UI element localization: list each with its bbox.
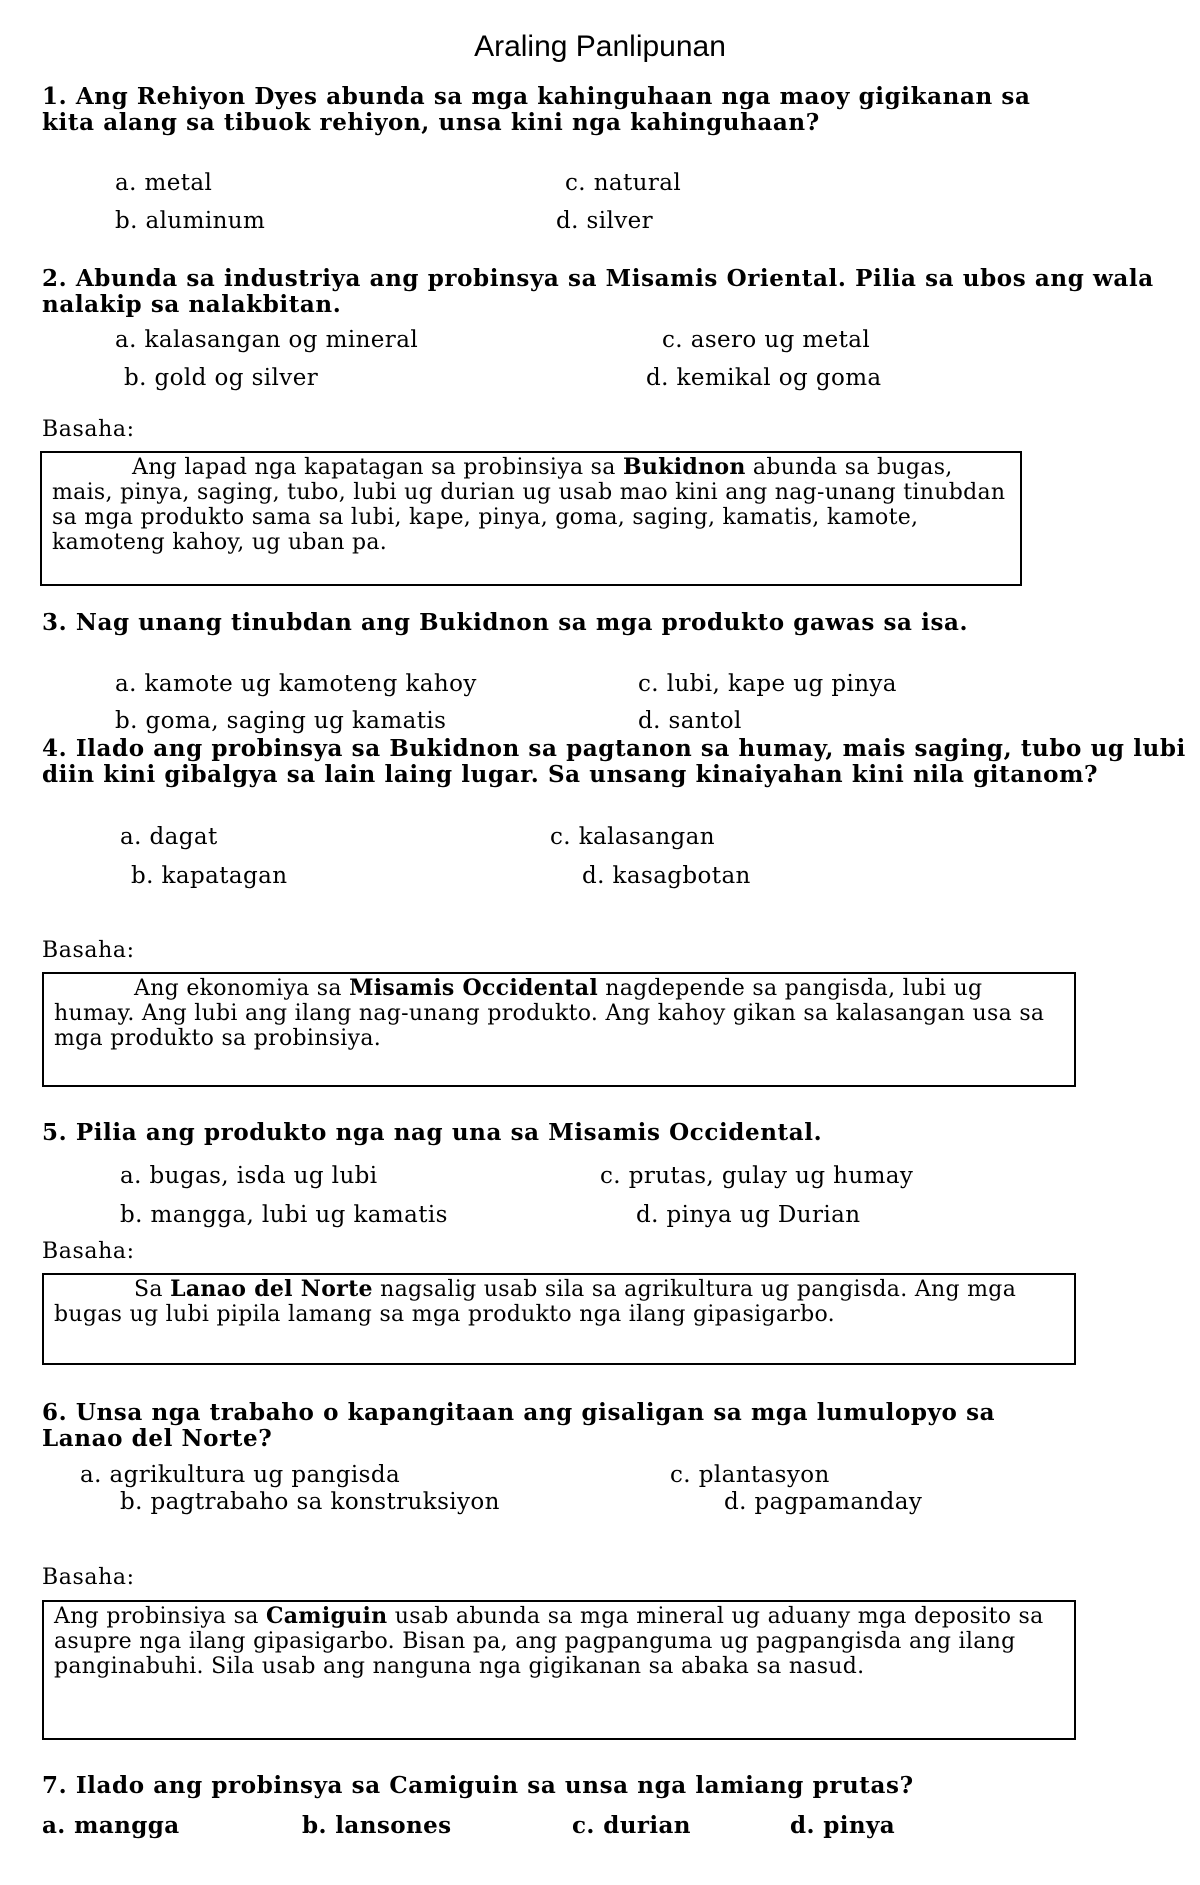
question-4: 4. Ilado ang probinsya sa Bukidnon sa pagtanon sa humay, mais saging, tubo ug lubi diin kini gibalgya sa lain laing lugar. Sa unsang kinaiyahan kini nila gitanom? (42, 736, 1186, 788)
basaha-label-2: Basaha: (42, 938, 135, 963)
basaha-label-1: Basaha: (42, 417, 135, 442)
question-1: 1. Ang Rehiyon Dyes abunda sa mga kahinguhaan nga maoy gigikanan sa kita alang sa tibuok rehiyon, unsa kini nga kahinguhaan? (42, 83, 1031, 136)
q2-option-c: c. asero ug metal (662, 327, 871, 353)
q5-option-c: c. prutas, gulay ug humay (600, 1163, 914, 1189)
question-5: 5. Pilia ang produkto nga nag una sa Misamis Occidental. (42, 1119, 823, 1146)
q6-option-a: a. agrikultura ug pangisda (80, 1462, 401, 1488)
q6-option-c: c. plantasyon (670, 1462, 830, 1488)
q4-option-b: b. kapatagan (131, 863, 288, 889)
q4-option-c: c. kalasangan (550, 824, 715, 850)
page-title: Araling Panlipunan (474, 30, 726, 63)
q1-option-c: c. natural (565, 170, 682, 196)
q2-option-b: b. gold og silver (124, 365, 319, 391)
q5-option-a: a. bugas, isda ug lubi (120, 1163, 378, 1189)
q6-option-b: b. pagtrabaho sa konstruksiyon (120, 1489, 500, 1515)
q6-option-d: d. pagpamanday (724, 1489, 923, 1515)
q5-option-d: d. pinya ug Durian (636, 1202, 861, 1228)
q7-option-a: a. mangga (42, 1812, 180, 1839)
question-2: 2. Abunda sa industriya ang probinsya sa Misamis Oriental. Pilia sa ubos ang wala nalakip sa nalakbitan. (42, 265, 1154, 318)
reading-box-misamis-occidental: Ang ekonomiya sa Misamis Occidental nagdepende sa pangisda, lubi ug humay. Ang lubi ang ilang nag-unang produkto. Ang kahoy gikan sa kalasangan usa sa mga produkto sa probinsiya. (42, 972, 1076, 1087)
question-6: 6. Unsa nga trabaho o kapangitaan ang gisaligan sa mga lumulopyo sa Lanao del Norte? (42, 1399, 996, 1452)
question-3: 3. Nag unang tinubdan ang Bukidnon sa mga produkto gawas sa isa. (42, 609, 969, 636)
q3-option-a: a. kamote ug kamoteng kahoy (115, 671, 477, 697)
question-7: 7. Ilado ang probinsya sa Camiguin sa unsa nga lamiang prutas? (42, 1773, 914, 1799)
q2-option-d: d. kemikal og goma (646, 365, 882, 391)
q1-option-a: a. metal (115, 170, 213, 196)
reading-box-camiguin: Ang probinsiya sa Camiguin usab abunda sa mga mineral ug aduany mga deposito sa asupre nga ilang gipasigarbo. Bisan pa, ang pagpanguma ug pagpangisda ang ilang panginabuhi. Sila usab ang nanguna nga gigikanan sa abaka sa nasud. (42, 1600, 1076, 1740)
q1-option-b: b. aluminum (115, 208, 266, 234)
q1-option-d: d. silver (556, 208, 654, 234)
q3-option-d: d. santol (638, 708, 742, 734)
q7-option-c: c. durian (572, 1812, 691, 1839)
q3-option-c: c. lubi, kape ug pinya (638, 671, 897, 697)
q4-option-a: a. dagat (120, 824, 218, 850)
reading-box-lanao-del-norte: Sa Lanao del Norte nagsalig usab sila sa agrikultura ug pangisda. Ang mga bugas ug lubi pipila lamang sa mga produkto nga ilang gipasigarbo. (42, 1273, 1076, 1365)
reading-box-bukidnon: Ang lapad nga kapatagan sa probinsiya sa Bukidnon abunda sa bugas, mais, pinya, saging, tubo, lubi ug durian ug usab mao kini ang nag-unang tinubdan sa mga produkto sama sa lubi, kape, pinya, goma, saging, kamatis, kamote, kamoteng kahoy, ug uban pa. (40, 451, 1022, 586)
basaha-label-4: Basaha: (42, 1565, 135, 1590)
q5-option-b: b. mangga, lubi ug kamatis (120, 1202, 448, 1228)
q3-option-b: b. goma, saging ug kamatis (115, 708, 447, 734)
q4-option-d: d. kasagbotan (582, 863, 751, 889)
q7-option-b: b. lansones (302, 1812, 452, 1839)
q7-option-d: d. pinya (790, 1812, 896, 1839)
q2-option-a: a. kalasangan og mineral (115, 327, 419, 353)
basaha-label-3: Basaha: (42, 1239, 135, 1264)
